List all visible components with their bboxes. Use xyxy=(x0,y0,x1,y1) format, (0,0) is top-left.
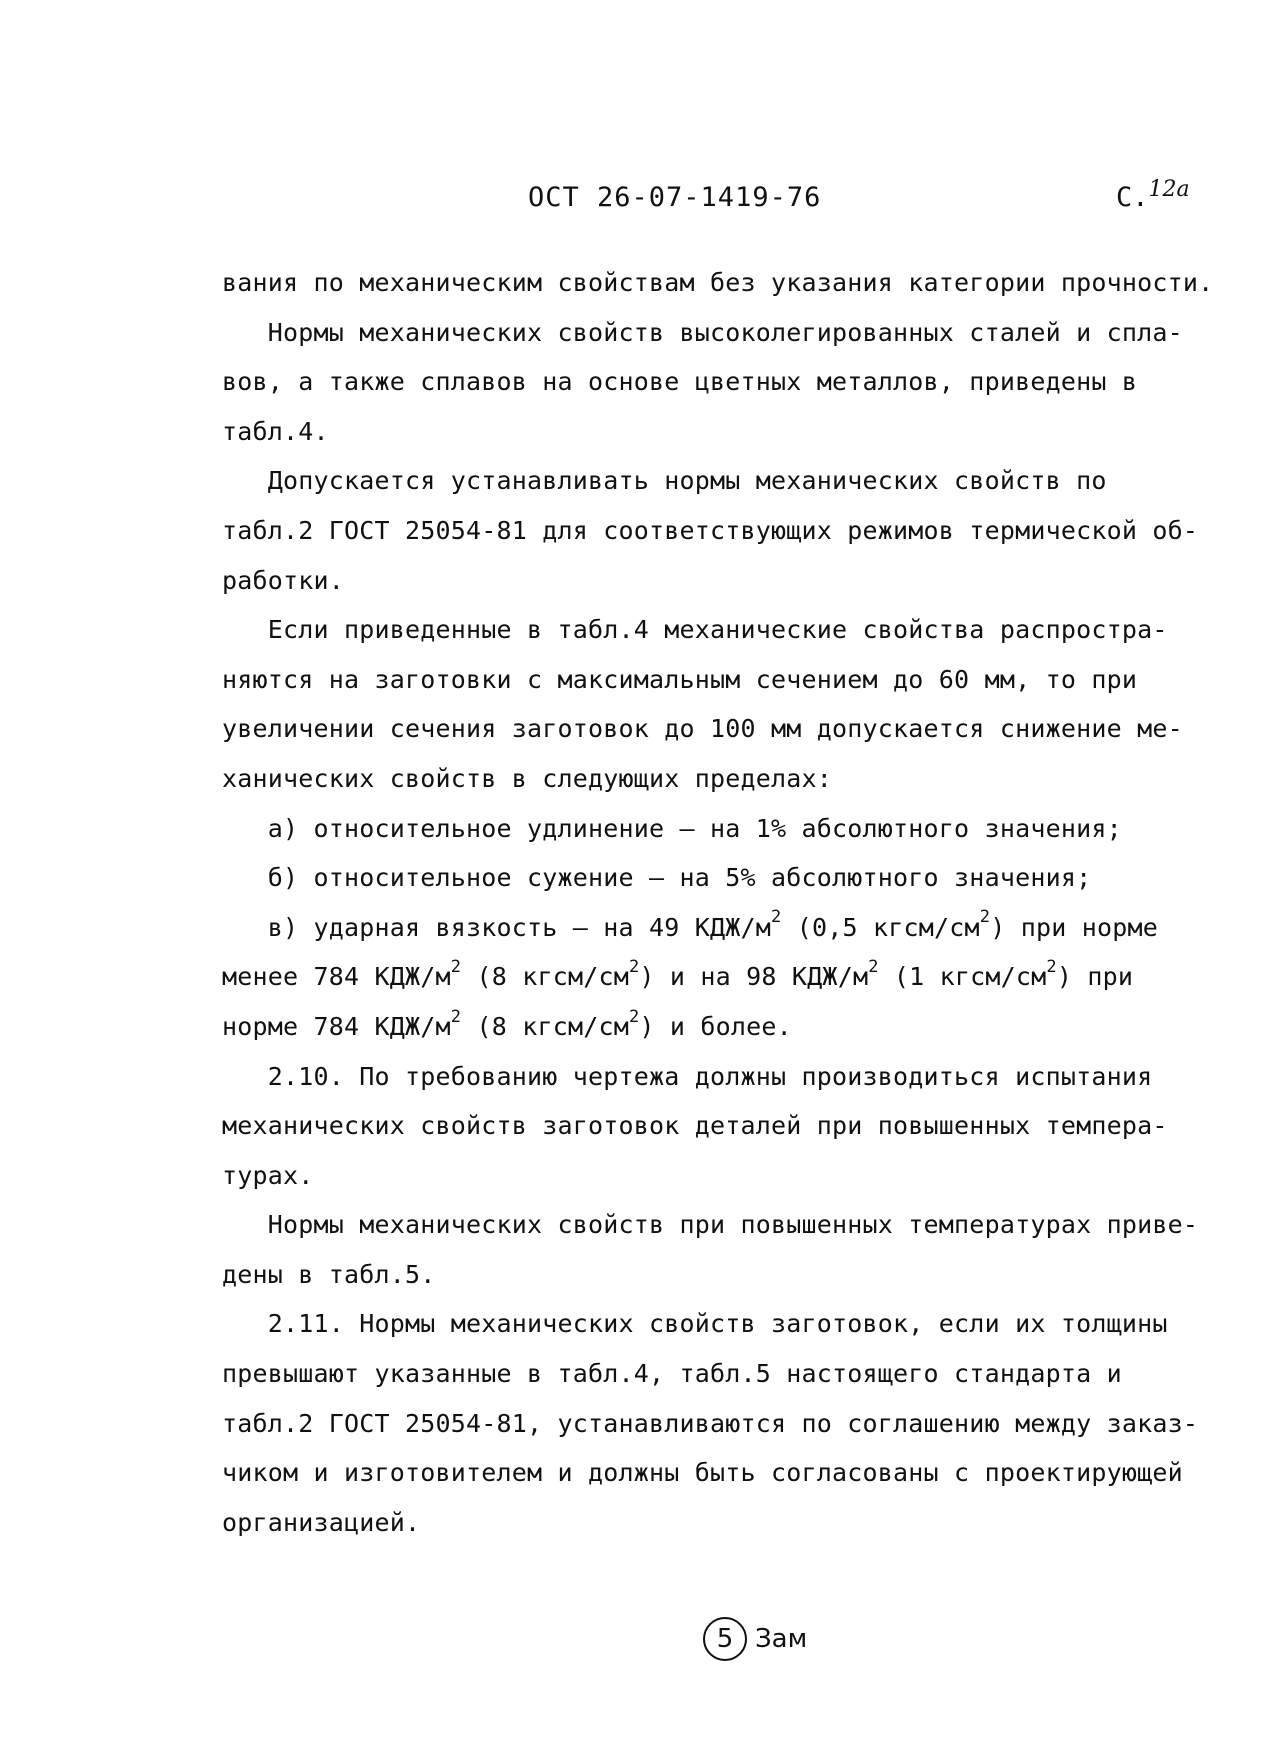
text-line: вов, а также сплавов на основе цветных металлов, приведены в xyxy=(222,367,1138,397)
text-line: ханических свойств в следующих пределах: xyxy=(222,763,833,793)
text-line: механических свойств заготовок деталей при повышенных темпера- xyxy=(222,1111,1168,1141)
text-line: чиком и изготовителем и должны быть согласованы с проектирующей xyxy=(222,1458,1183,1488)
text-line xyxy=(222,1002,1232,1052)
text-line: дены в табл.5. xyxy=(222,1259,436,1289)
revision-stamp xyxy=(703,1617,807,1661)
revision-number-circle: 5 xyxy=(703,1617,747,1661)
text-fragment: (1 кгсм/см xyxy=(878,962,1047,992)
text-fragment: ) и более. xyxy=(639,1011,792,1041)
text-fragment: ) при xyxy=(1056,962,1134,992)
handwritten-page-number: 12а xyxy=(1148,177,1190,202)
superscript: 2 xyxy=(628,956,640,977)
body-text xyxy=(222,258,1232,1547)
text-line: а) относительное удлинение – на 1% абсолютного значения; xyxy=(222,813,1122,843)
superscript: 2 xyxy=(628,1006,640,1027)
text-line: организацией. xyxy=(222,1507,421,1537)
text-line xyxy=(222,903,1232,953)
revision-label: Зам xyxy=(755,1624,808,1654)
document-code: ОСТ 26-07-1419-76 xyxy=(528,182,822,213)
superscript: 2 xyxy=(771,907,782,928)
text-line: б) относительное сужение – на 5% абсолютного значения; xyxy=(222,863,1092,893)
text-line: табл.2 ГОСТ 25054-81, устанавливаются по соглашению между заказ- xyxy=(222,1408,1199,1438)
text-line: табл.4. xyxy=(222,416,329,446)
text-line: няются на заготовки с максимальным сечением до 60 мм, то при xyxy=(222,664,1138,694)
page-label: С. xyxy=(1116,182,1149,213)
text-line: табл.2 ГОСТ 25054-81 для соответствующих режимов термической об- xyxy=(222,515,1199,545)
text-line: Нормы механических свойств высоколегированных сталей и спла- xyxy=(222,317,1183,347)
text-line: увеличении сечения заготовок до 100 мм допускается снижение ме- xyxy=(222,714,1183,744)
text-fragment: менее 784 КДЖ/м xyxy=(222,962,451,992)
text-line: турах. xyxy=(222,1160,314,1190)
text-line: работки. xyxy=(222,565,345,595)
text-line: превышают указанные в табл.4, табл.5 настоящего стандарта и xyxy=(222,1359,1122,1389)
text-line: Если приведенные в табл.4 механические свойства распростра- xyxy=(222,615,1168,645)
text-line: вания по механическим свойствам без указания категории прочности. xyxy=(222,268,1214,297)
text-line: Допускается устанавливать нормы механических свойств по xyxy=(222,466,1107,496)
superscript: 2 xyxy=(450,956,462,977)
superscript: 2 xyxy=(979,907,991,928)
page-number xyxy=(1116,177,1190,213)
text-line: 2.11. Нормы механических свойств заготовок, если их толщины xyxy=(222,1309,1168,1339)
text-fragment: ) при норме xyxy=(990,912,1158,942)
text-fragment: ) и на 98 КДЖ/м xyxy=(639,962,869,992)
text-line: 2.10. По требованию чертежа должны производиться испытания xyxy=(222,1061,1153,1091)
text-fragment: норме 784 КДЖ/м xyxy=(222,1011,451,1041)
text-fragment: (0,5 кгсм/см xyxy=(781,912,980,942)
text-fragment: (8 кгсм/см xyxy=(461,1011,629,1041)
text-line xyxy=(222,952,1232,1002)
text-fragment: в) ударная вязкость – на 49 КДЖ/м xyxy=(222,912,772,942)
superscript: 2 xyxy=(450,1006,462,1027)
superscript: 2 xyxy=(868,956,879,977)
text-fragment: (8 кгсм/см xyxy=(461,962,629,992)
text-line: Нормы механических свойств при повышенных температурах приве- xyxy=(222,1210,1199,1240)
superscript: 2 xyxy=(1046,956,1057,977)
